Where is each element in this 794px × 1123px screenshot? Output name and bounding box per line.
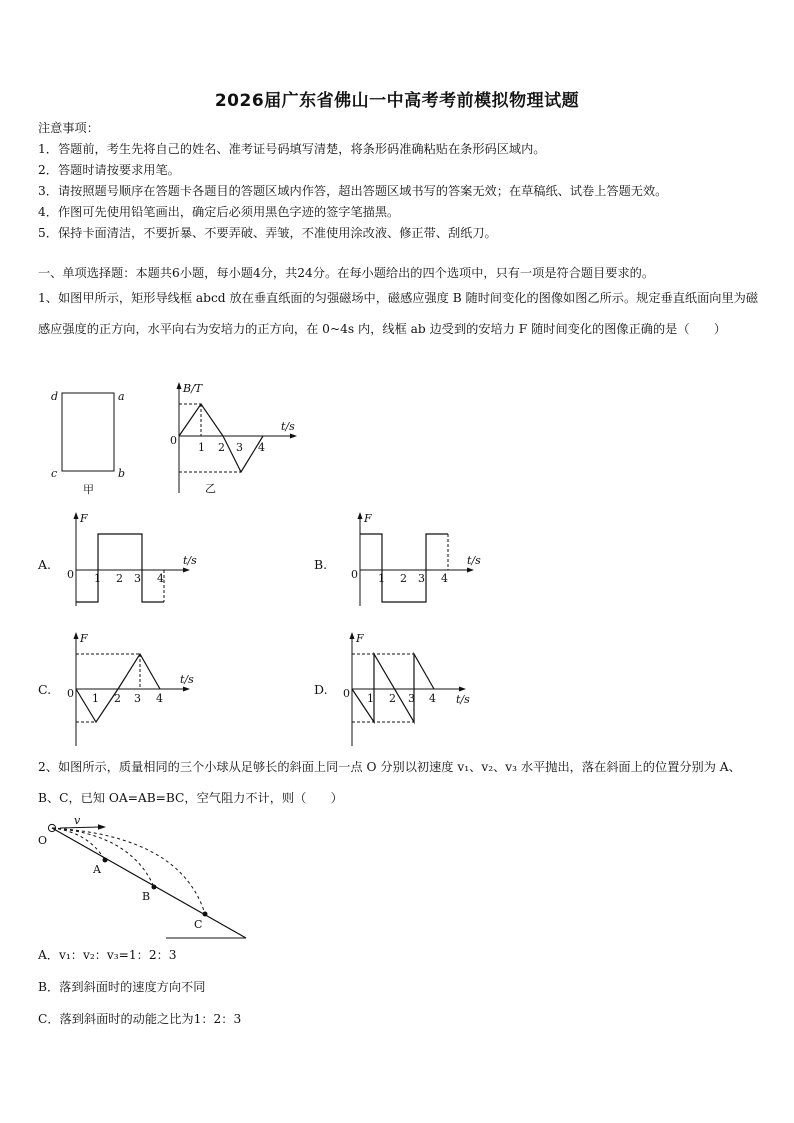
page-title: 2026届广东省佛山一中高考考前模拟物理试题 bbox=[214, 91, 580, 111]
tick-4: 4 bbox=[258, 441, 265, 454]
y-label: F bbox=[356, 632, 364, 645]
question-1-stem: 1、如图甲所示，矩形导线框 abcd 放在垂直纸面的匀强磁场中，磁感应强度 B 随时间变化的图像如图乙所示。规定垂直纸面向里为磁感应强度的正方向，水平向右为安培力的正方向，在 0~4s 内，线框 ab 边受到的安培力 F 随时间变化的图像正确的是（ ） bbox=[38, 291, 759, 336]
figure-jia bbox=[45, 385, 135, 495]
label-a: A bbox=[93, 863, 101, 876]
figure-yi bbox=[165, 380, 305, 498]
x-label: t/s bbox=[180, 673, 194, 686]
section-heading: 一、单项选择题：本题共6小题，每小题4分，共24分。在每小题给出的四个选项中，只有一项是符合题目要求的。 bbox=[38, 266, 655, 280]
origin-label: 0 bbox=[67, 568, 74, 581]
tick-2: 2 bbox=[116, 572, 123, 585]
tick-4: 4 bbox=[441, 572, 448, 585]
q2-option-c[interactable]: C．落到斜面时的动能之比为1：2：3 bbox=[38, 1012, 242, 1026]
point-c bbox=[203, 912, 208, 917]
tick-1: 1 bbox=[367, 692, 374, 705]
q2-option-b[interactable]: B．落到斜面时的速度方向不同 bbox=[38, 980, 206, 994]
f-curve bbox=[76, 654, 160, 722]
point-a bbox=[103, 858, 108, 863]
x-label: t/s bbox=[183, 554, 197, 567]
corner-a: a bbox=[118, 390, 125, 403]
x-arrow bbox=[459, 687, 466, 692]
tick-3: 3 bbox=[134, 572, 141, 585]
velocity-arrowhead bbox=[98, 824, 106, 829]
y-arrow bbox=[74, 512, 79, 519]
q2-option-a[interactable]: A．v₁：v₂：v₃=1：2：3 bbox=[38, 948, 177, 962]
tick-1: 1 bbox=[94, 572, 101, 585]
caption-jia: 甲 bbox=[83, 483, 94, 496]
y-arrow bbox=[74, 632, 79, 639]
option-a-label[interactable]: A. bbox=[38, 557, 52, 572]
y-label: F bbox=[80, 512, 88, 525]
notice-item: 3．请按照题号顺序在答题卡各题目的答题区域内作答，超出答题区域书写的答案无效；在草稿纸、试卷上答题无效。 bbox=[38, 184, 668, 198]
corner-c: c bbox=[51, 467, 58, 480]
x-label: t/s bbox=[456, 693, 470, 706]
label-c: C bbox=[194, 918, 203, 931]
tick-2: 2 bbox=[400, 572, 407, 585]
label-o: O bbox=[38, 834, 48, 847]
y-arrow bbox=[358, 512, 363, 519]
y-arrow bbox=[350, 632, 355, 639]
notice-heading: 注意事项： bbox=[38, 121, 99, 135]
notice-item: 4．作图可先使用铅笔画出，确定后必须用黑色字迹的签字笔描黑。 bbox=[38, 205, 400, 219]
tick-1: 1 bbox=[92, 692, 99, 705]
option-c-label[interactable]: C. bbox=[38, 682, 52, 697]
velocity-label: v bbox=[74, 814, 81, 827]
label-b: B bbox=[142, 890, 151, 903]
incline bbox=[52, 828, 246, 938]
question-1-text bbox=[38, 283, 760, 345]
origin-label: 0 bbox=[67, 687, 74, 700]
f-curve bbox=[360, 534, 448, 602]
tick-1: 1 bbox=[198, 441, 205, 454]
corner-d: d bbox=[51, 390, 59, 403]
caption-yi: 乙 bbox=[205, 482, 216, 495]
f-curve bbox=[352, 654, 434, 722]
option-d-label[interactable]: D. bbox=[314, 682, 328, 697]
corner-b: b bbox=[118, 467, 126, 480]
option-a-graph[interactable] bbox=[62, 510, 202, 610]
y-label: F bbox=[80, 632, 88, 645]
tick-4: 4 bbox=[429, 692, 436, 705]
tick-4: 4 bbox=[157, 572, 164, 585]
option-b-graph[interactable] bbox=[346, 510, 486, 610]
question-2-stem: 2、如图所示，质量相同的三个小球从足够长的斜面上同一点 O 分别以初速度 v₁、v₂、v₃ 水平抛出，落在斜面上的位置分别为 A、B、C，已知 OA=AB=BC，空气阻力不计，则（ ） bbox=[38, 760, 741, 805]
option-b-label[interactable]: B. bbox=[314, 557, 328, 572]
origin-label: 0 bbox=[351, 568, 358, 581]
tick-4: 4 bbox=[156, 692, 163, 705]
origin-label: 0 bbox=[343, 687, 350, 700]
point-b bbox=[152, 885, 157, 890]
x-arrow bbox=[290, 434, 297, 439]
tick-2: 2 bbox=[114, 692, 121, 705]
tick-1: 1 bbox=[378, 572, 385, 585]
wire-frame bbox=[62, 393, 114, 471]
notice-item: 5．保持卡面清洁，不要折暴、不要弄破、弄皱，不准使用涂改液、修正带、刮纸刀。 bbox=[38, 226, 497, 240]
y-label: F bbox=[364, 512, 372, 525]
question-2-text bbox=[38, 752, 760, 814]
x-arrow bbox=[183, 568, 190, 573]
option-d-graph[interactable] bbox=[338, 630, 478, 748]
tick-3: 3 bbox=[408, 692, 415, 705]
incline-figure bbox=[36, 812, 251, 942]
y-arrow bbox=[177, 382, 182, 389]
x-label: t/s bbox=[281, 420, 295, 433]
y-label: B/T bbox=[183, 382, 203, 395]
notice-item: 1．答题前，考生先将自己的姓名、准考证号码填写清楚，将条形码准确粘贴在条形码区域内。 bbox=[38, 142, 546, 156]
tick-3: 3 bbox=[236, 441, 243, 454]
velocity-arrow bbox=[60, 827, 100, 828]
tick-2: 2 bbox=[389, 692, 396, 705]
tick-2: 2 bbox=[218, 441, 225, 454]
tick-3: 3 bbox=[418, 572, 425, 585]
notice-item: 2．答题时请按要求用笔。 bbox=[38, 163, 180, 177]
f-curve bbox=[76, 534, 164, 602]
origin-label: 0 bbox=[170, 434, 177, 447]
tick-3: 3 bbox=[134, 692, 141, 705]
x-arrow bbox=[467, 568, 474, 573]
option-c-graph[interactable] bbox=[62, 630, 202, 748]
b-curve bbox=[179, 404, 263, 472]
x-label: t/s bbox=[467, 554, 481, 567]
x-arrow bbox=[183, 687, 190, 692]
